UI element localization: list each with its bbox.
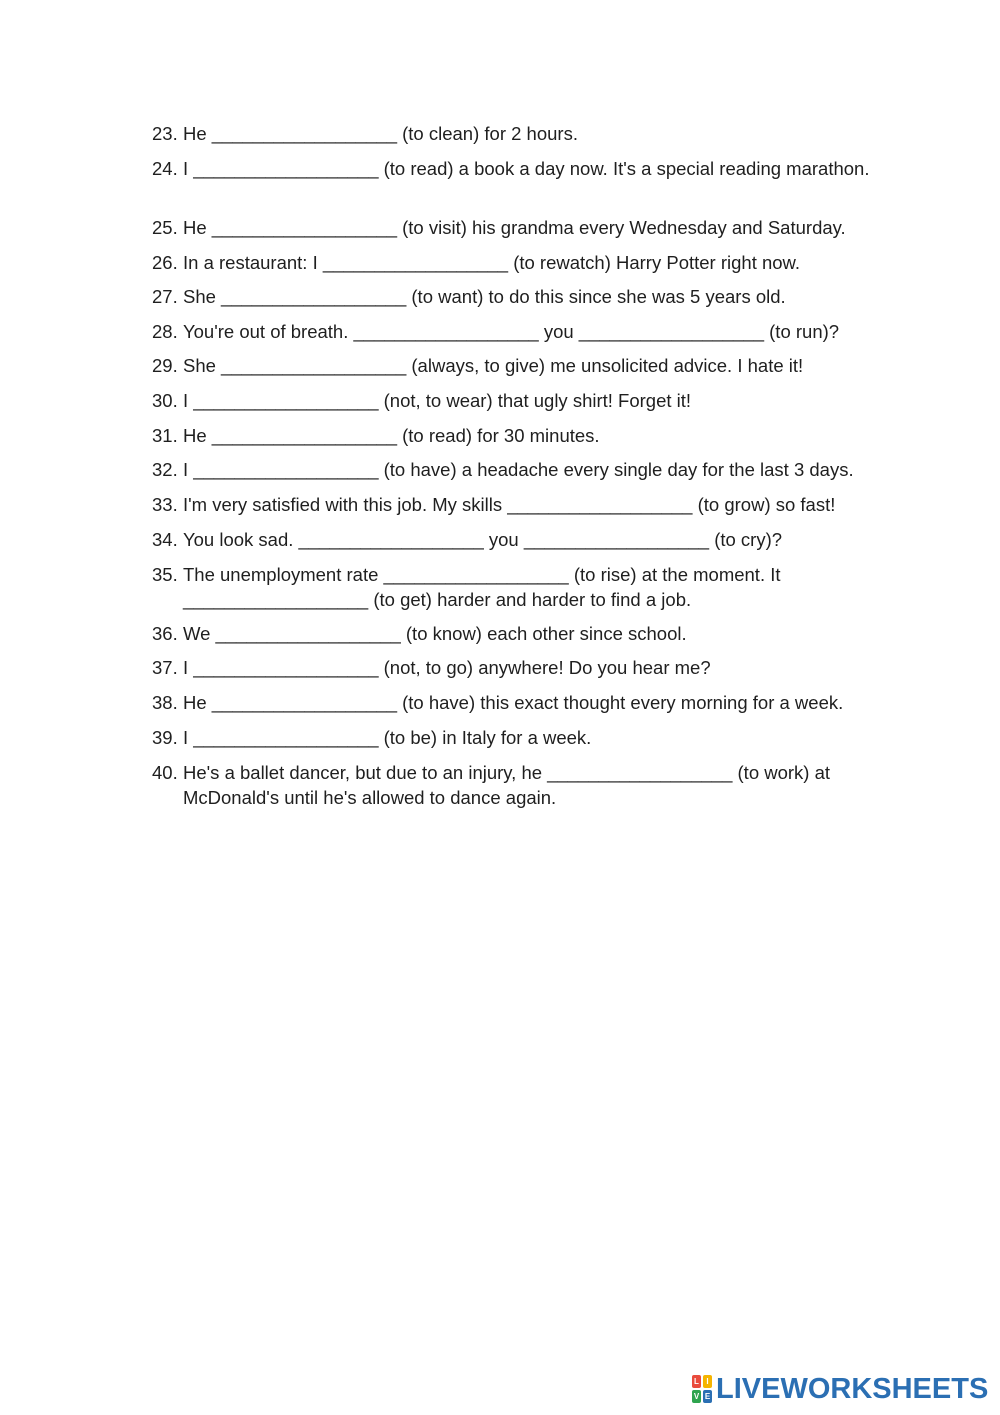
exercise-item-29 (152, 353, 887, 378)
logo-mark-letter: E (704, 1392, 711, 1401)
item-number: 32. (152, 459, 178, 480)
item-number: 38. (152, 692, 178, 713)
item-number: 36. (152, 623, 178, 644)
exercise-item-40 (152, 760, 887, 810)
item-text: She __________________ (to want) to do this since she was 5 years old. (183, 286, 786, 307)
item-number: 23. (152, 123, 178, 144)
item-text: You're out of breath. __________________ you __________________ (to run)? (183, 321, 840, 342)
exercise-item-32 (152, 457, 887, 482)
item-text: We __________________ (to know) each other since school. (183, 623, 687, 644)
item-text: He __________________ (to read) for 30 minutes. (183, 425, 600, 446)
item-text: He __________________ (to visit) his grandma every Wednesday and Saturday. (183, 217, 846, 238)
item-number: 24. (152, 158, 178, 179)
item-number: 40. (152, 762, 178, 783)
logo-text: LIVEWORKSHEETS (716, 1373, 989, 1405)
item-text: He __________________ (to clean) for 2 hours. (183, 123, 578, 144)
exercise-item-36 (152, 621, 887, 646)
item-text: I'm very satisfied with this job. My skills __________________ (to grow) so fast! (183, 494, 836, 515)
exercise-item-34 (152, 527, 887, 552)
exercise-item-30 (152, 388, 887, 413)
liveworksheets-logo (692, 1372, 988, 1406)
item-text: I __________________ (not, to go) anywhere! Do you hear me? (183, 657, 711, 678)
item-text: The unemployment rate __________________ (to rise) at the moment. It __________________ (to get) harder and harder to find a job. (183, 564, 786, 610)
item-number: 26. (152, 252, 178, 273)
item-number: 35. (152, 564, 178, 585)
item-text: He __________________ (to have) this exact thought every morning for a week. (183, 692, 844, 713)
item-number: 28. (152, 321, 178, 342)
item-text: I __________________ (to read) a book a day now. It's a special reading marathon. (183, 158, 870, 179)
exercise-item-31 (152, 423, 887, 448)
item-text: I __________________ (not, to wear) that ugly shirt! Forget it! (183, 390, 692, 411)
exercise-item-39 (152, 725, 887, 750)
exercise-item-26 (152, 250, 887, 275)
item-text: I __________________ (to have) a headache every single day for the last 3 days. (183, 459, 854, 480)
item-number: 30. (152, 390, 178, 411)
logo-mark-letter: I (703, 1375, 712, 1388)
item-number: 25. (152, 217, 178, 238)
exercise-item-27 (152, 284, 887, 309)
item-number: 31. (152, 425, 178, 446)
exercise-item-25 (152, 215, 887, 240)
item-text: He's a ballet dancer, but due to an injury, he __________________ (to work) at McDonald's until he's allowed to dance again. (183, 762, 836, 808)
item-number: 39. (152, 727, 178, 748)
exercise-item-28 (152, 319, 887, 344)
exercise-item-38 (152, 690, 887, 715)
item-text: You look sad. __________________ you __________________ (to cry)? (183, 529, 783, 550)
item-text: She __________________ (always, to give) me unsolicited advice. I hate it! (183, 355, 804, 376)
logo-mark-icon (692, 1375, 712, 1403)
exercise-item-23 (152, 121, 887, 146)
exercise-item-35 (152, 562, 887, 612)
exercise-item-33 (152, 492, 887, 517)
item-number: 37. (152, 657, 178, 678)
exercise-item-37 (152, 655, 887, 680)
item-number: 34. (152, 529, 178, 550)
item-text: I __________________ (to be) in Italy for a week. (183, 727, 592, 748)
item-number: 29. (152, 355, 178, 376)
logo-mark-letter: V (693, 1392, 700, 1401)
item-number: 27. (152, 286, 178, 307)
logo-mark-letter: L (692, 1375, 701, 1388)
item-number: 33. (152, 494, 178, 515)
exercise-item-24 (152, 156, 887, 181)
item-text: In a restaurant: I __________________ (to rewatch) Harry Potter right now. (183, 252, 801, 273)
